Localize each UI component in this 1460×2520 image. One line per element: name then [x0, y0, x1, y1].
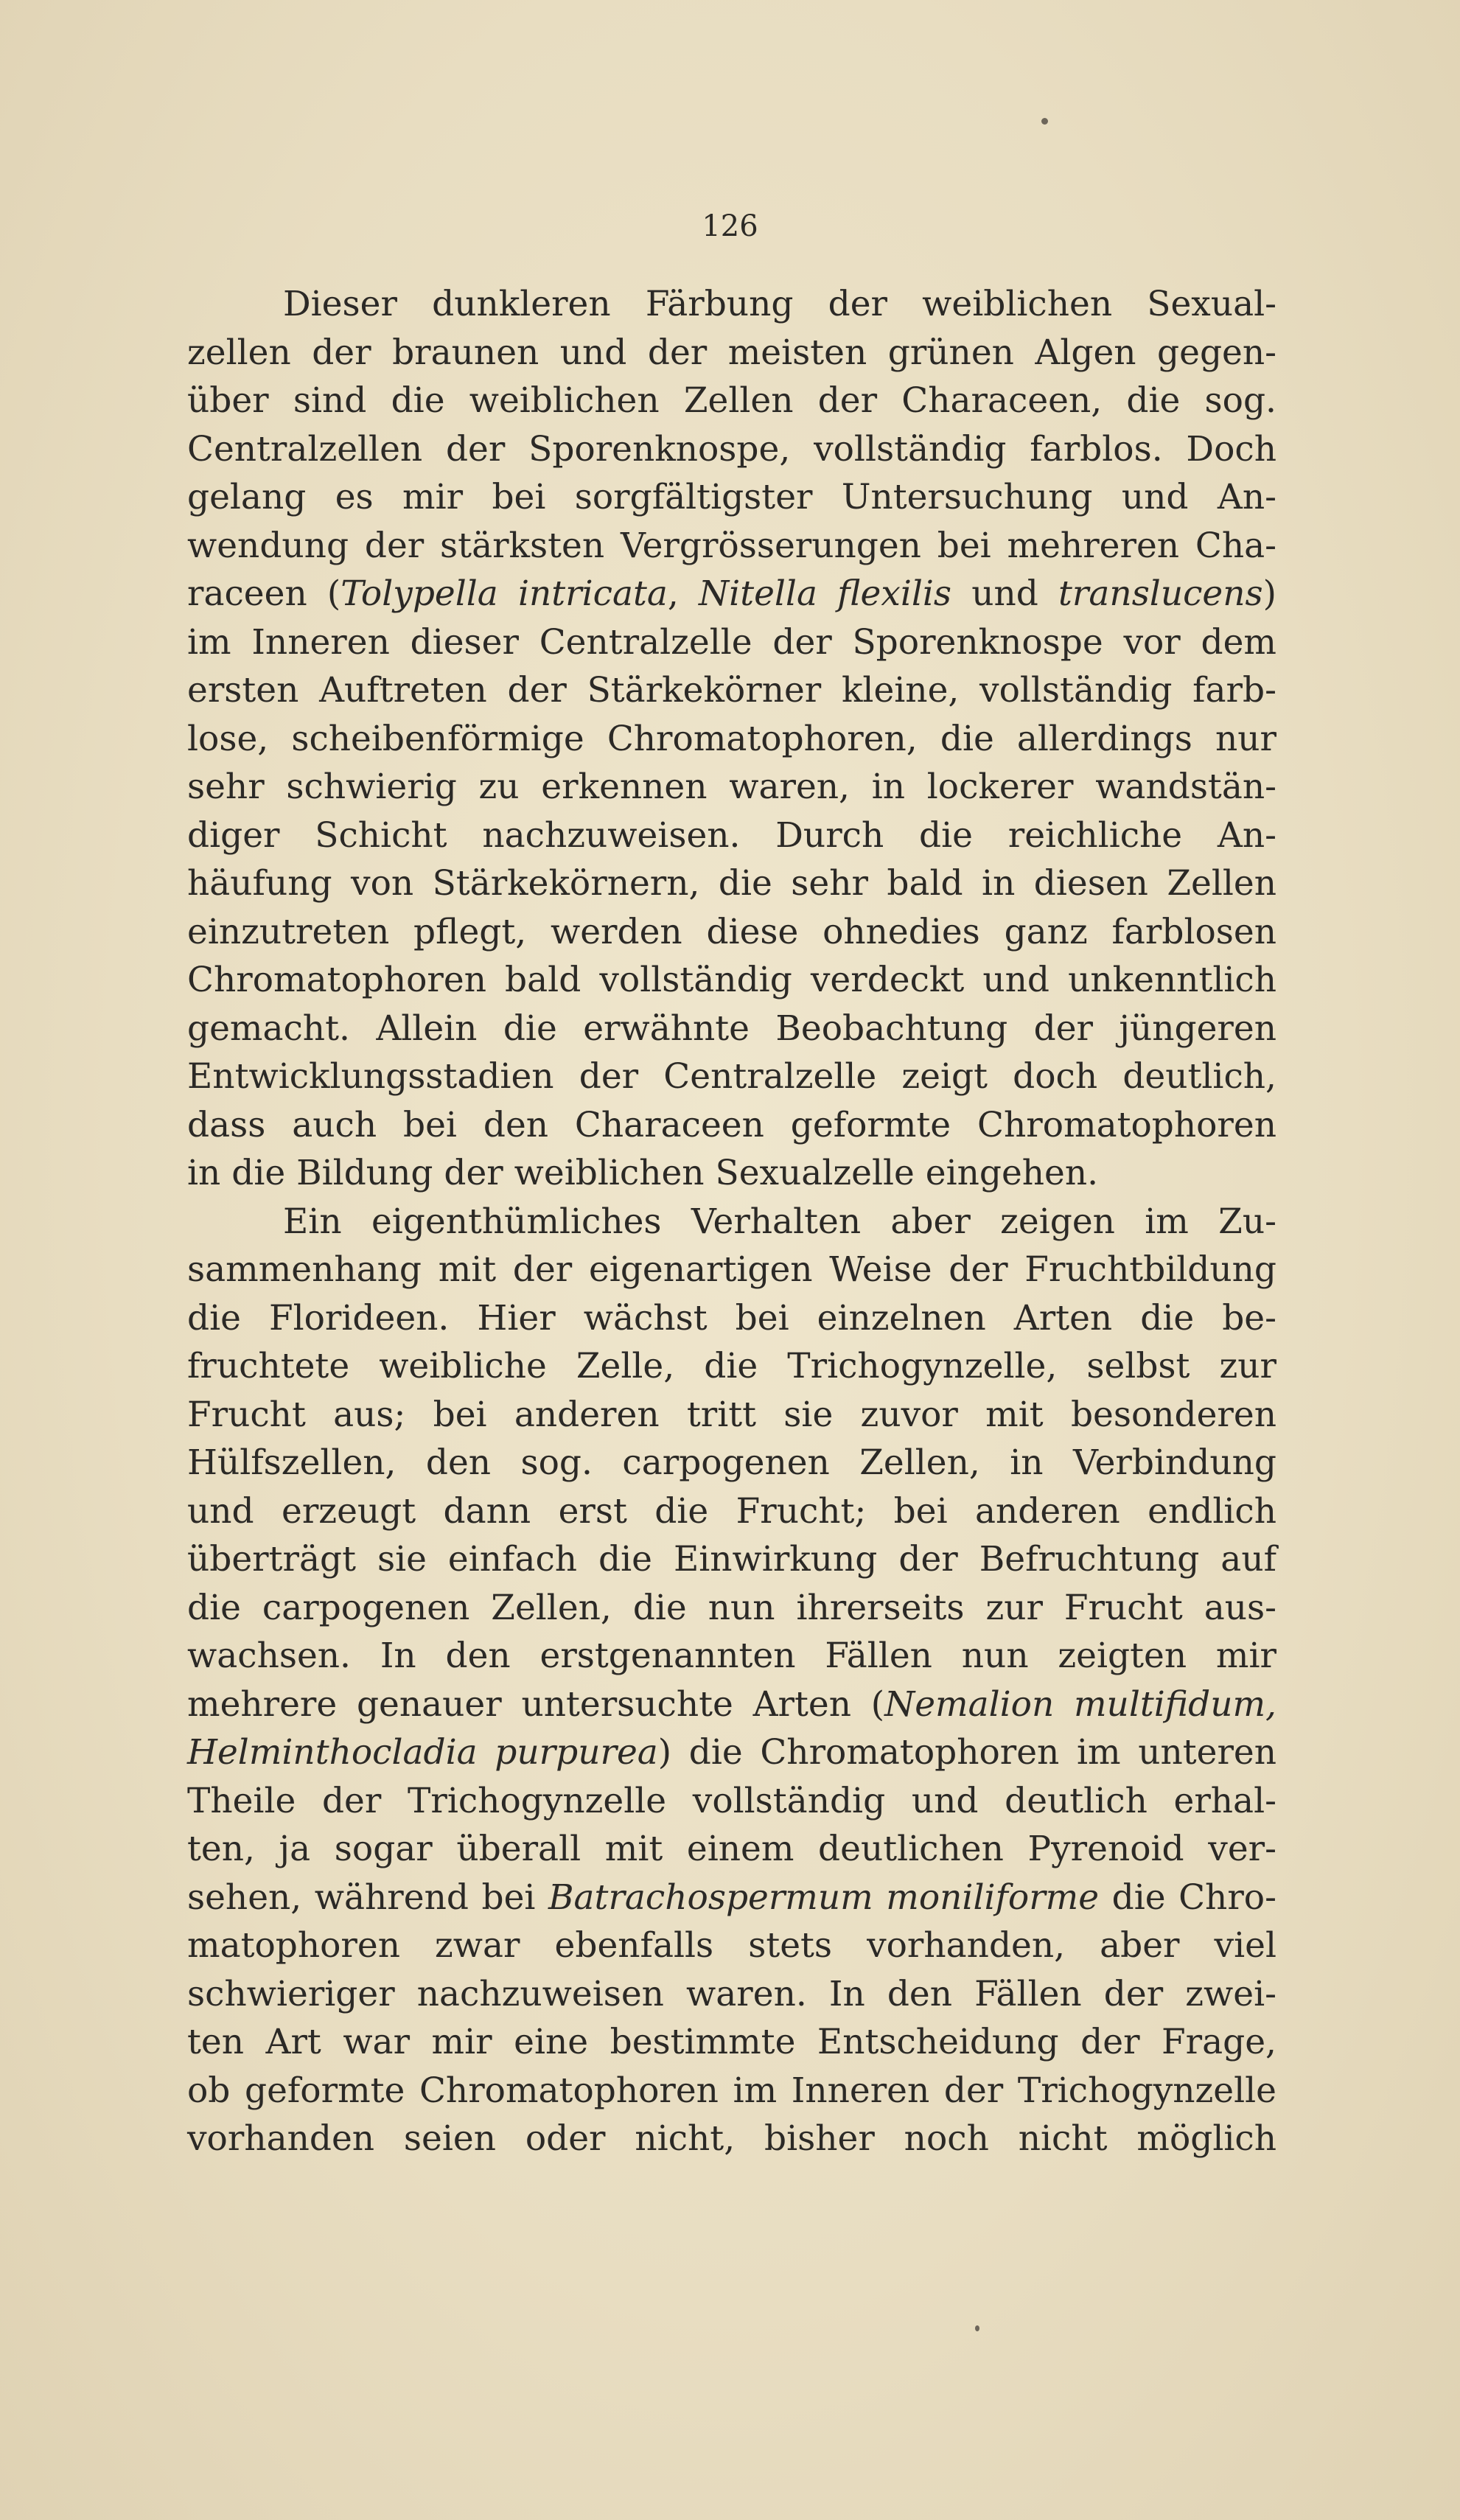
text-line: [187, 1101, 1276, 1150]
text-line: [187, 956, 1276, 1005]
text-line: [187, 1439, 1276, 1487]
text-segment: wachsen. In den erstgenannten Fällen nun zeigten mir: [187, 1636, 1276, 1676]
text-line: [187, 1198, 1276, 1246]
text-segment: ten, ja sogar überall mit einem deutlichen Pyrenoid ver-: [187, 1829, 1276, 1869]
text-line: [187, 1777, 1276, 1826]
text-line: [187, 280, 1276, 329]
text-segment: im Inneren dieser Centralzelle der Sporenknospe vor dem: [187, 621, 1276, 663]
text-line: [187, 570, 1276, 618]
text-segment: Chromatophoren bald vollständig verdeckt und unkenntlich: [187, 960, 1276, 1000]
text-segment: gelang es mir bei sorgfältigster Untersuchung und An-: [187, 477, 1276, 517]
text-segment: sammenhang mit der eigenartigen Weise der Fruchtbildung: [187, 1249, 1276, 1290]
text-line: [187, 329, 1276, 377]
text-line: [187, 1632, 1276, 1680]
text-segment: vorhanden seien oder nicht, bisher noch nicht möglich: [187, 2118, 1276, 2159]
text-line: [187, 425, 1276, 474]
text-line: [187, 1053, 1276, 1101]
text-line: [187, 473, 1276, 522]
text-segment: diger Schicht nachzuweisen. Durch die reichliche An-: [187, 814, 1276, 856]
text-segment: überträgt sie einfach die Einwirkung der Befruchtung auf: [187, 1539, 1276, 1580]
text-segment: ersten Auftreten der Stärkekörner kleine, vollständig farb-: [187, 670, 1276, 711]
text-segment: sehr schwierig zu erkennen waren, in lockerer wandstän-: [187, 767, 1276, 807]
text-line: [187, 1535, 1276, 1584]
text-line: [187, 1294, 1276, 1343]
text-segment: die Chro-: [1099, 1877, 1276, 1918]
italic-text: Batrachospermum moniliforme: [548, 1877, 1100, 1918]
text-segment: wendung der stärksten Vergrösserungen bei mehreren Cha-: [187, 525, 1276, 566]
text-line: [187, 763, 1276, 812]
text-segment: Entwicklungsstadien der Centralzelle zeigt doch deutlich,: [187, 1056, 1276, 1097]
text-segment: über sind die weiblichen Zellen der Characeen, die sog.: [187, 380, 1276, 421]
text-segment: die carpogenen Zellen, die nun ihrerseits zur Frucht aus-: [187, 1587, 1276, 1628]
text-segment: ) die Chromatophoren im unteren: [657, 1732, 1276, 1773]
text-line: [187, 2067, 1276, 2115]
text-line: [187, 1874, 1276, 1922]
text-line: [187, 812, 1276, 860]
text-segment: die Florideen. Hier wächst bei einzelnen Arten die be-: [187, 1297, 1276, 1338]
text-segment: in die Bildung der weiblichen Sexualzelle eingehen.: [187, 1153, 1099, 1193]
text-segment: fruchtete weibliche Zelle, die Trichogynzelle, selbst zur: [187, 1346, 1276, 1386]
paper-speck: [1041, 118, 1048, 125]
text-line: [187, 859, 1276, 908]
text-line: [187, 522, 1276, 570]
text-segment: Frucht aus; bei anderen tritt sie zuvor mit besonderen: [187, 1394, 1276, 1435]
text-line: [187, 1391, 1276, 1439]
text-segment: und erzeugt dann erst die Frucht; bei anderen endlich: [187, 1490, 1276, 1532]
body-text: [187, 280, 1276, 2163]
text-segment: gemacht. Allein die erwähnte Beobachtung der jüngeren: [187, 1008, 1276, 1049]
text-segment: häufung von Stärkekörnern, die sehr bald in diesen Zellen: [187, 863, 1276, 904]
text-line: [187, 1970, 1276, 2019]
text-segment: ten Art war mir eine bestimmte Entscheidung der Frage,: [187, 2022, 1276, 2062]
text-segment: Ein eigenthümliches Verhalten aber zeigen im Zu-: [283, 1201, 1276, 1242]
text-segment: Theile der Trichogynzelle vollständig und deutlich erhal-: [187, 1780, 1276, 1821]
text-segment: Hülfszellen, den sog. carpogenen Zellen, in Verbindung: [187, 1442, 1276, 1483]
text-segment: zellen der braunen und der meisten grünen Algen gegen-: [187, 332, 1276, 373]
text-line: [187, 1246, 1276, 1294]
text-segment: ,: [667, 573, 699, 614]
paper-speck: [975, 2325, 979, 2331]
italic-text: Nitella flexilis: [699, 573, 952, 614]
page-number: 126: [702, 209, 758, 243]
text-segment: schwieriger nachzuweisen waren. In den Fällen der zwei-: [187, 1973, 1276, 2014]
text-segment: dass auch bei den Characeen geformte Chromatophoren: [187, 1104, 1276, 1145]
text-segment: ob geformte Chromatophoren im Inneren der Trichogynzelle: [187, 2070, 1276, 2111]
text-line: [187, 1149, 1276, 1198]
text-line: [187, 618, 1276, 667]
text-line: [187, 1680, 1276, 1729]
text-line: [187, 1584, 1276, 1633]
text-segment: einzutreten pflegt, werden diese ohnedies ganz farblosen: [187, 911, 1276, 952]
italic-text: Nemalion multifidum,: [884, 1683, 1276, 1725]
text-segment: und: [951, 573, 1059, 614]
text-line: [187, 1342, 1276, 1391]
text-line: [187, 2018, 1276, 2067]
text-segment: Centralzellen der Sporenknospe, vollständig farblos. Doch: [187, 428, 1276, 470]
text-segment: lose, scheibenförmige Chromatophoren, die allerdings nur: [187, 718, 1276, 759]
text-line: [187, 1487, 1276, 1536]
text-line: [187, 908, 1276, 957]
text-segment: mehrere genauer untersuchte Arten (: [187, 1683, 885, 1725]
text-line: [187, 1922, 1276, 1970]
text-segment: ): [1262, 573, 1276, 614]
text-line: [187, 715, 1276, 764]
text-segment: sehen, während bei: [187, 1877, 548, 1918]
text-line: [187, 1728, 1276, 1777]
text-line: [187, 2115, 1276, 2163]
text-line: [187, 1825, 1276, 1874]
text-line: [187, 1005, 1276, 1053]
text-line: [187, 666, 1276, 715]
text-line: [187, 377, 1276, 425]
italic-text: Tolypella intricata: [340, 573, 668, 614]
text-segment: Dieser dunkleren Färbung der weiblichen Sexual-: [283, 284, 1276, 324]
text-segment: matophoren zwar ebenfalls stets vorhanden, aber viel: [187, 1925, 1276, 1966]
text-segment: raceen (: [187, 573, 341, 614]
italic-text: translucens: [1058, 573, 1263, 614]
italic-text: Helminthocladia purpurea: [187, 1732, 658, 1773]
